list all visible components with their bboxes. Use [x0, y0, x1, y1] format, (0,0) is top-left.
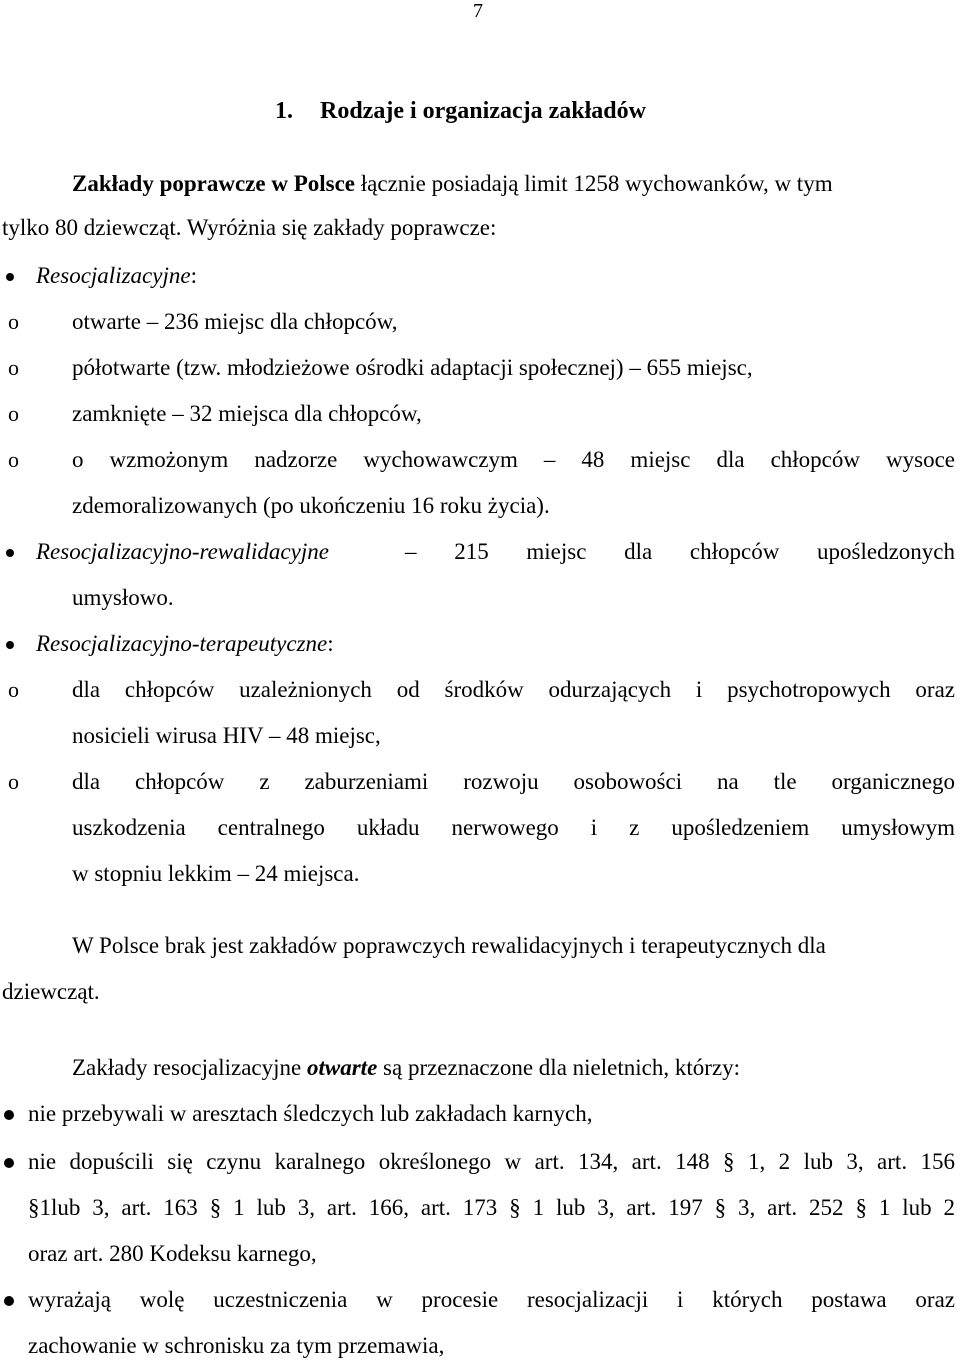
resocjalizacyjne-colon: :: [190, 263, 197, 288]
otwarte-bullet-3-line-1: wyrażają wolę uczestniczenia w procesie resocjalizacji i których postawa oraz: [28, 1287, 955, 1312]
intro-bold-lead: Zakłady poprawcze w Polsce: [72, 171, 356, 196]
rewalidacyjne-line-1-rest: – 215 miejsc dla chłopców upośledzonych: [405, 539, 955, 564]
rewalidacyjne-line-1: [36, 538, 955, 566]
hollow-bullet: o: [8, 309, 19, 334]
bullet-dot: [4, 1110, 14, 1120]
bullet-dot: [6, 549, 14, 557]
terapeutyczne-item-2-line-2: uszkodzenia centralnego układu nerwowego i z upośledzeniem umysłowym: [72, 815, 955, 840]
page-number: 7: [473, 0, 483, 22]
otwarte-bullet-3-line-2: zachowanie w schronisku za tym przemawia,: [28, 1333, 445, 1358]
terapeutyczne-item-1-line-1: dla chłopców uzależnionych od środków odurzających i psychotropowych oraz: [72, 677, 955, 702]
intro-line-1: [72, 170, 833, 198]
heading-title: Rodzaje i organizacja zakładów: [320, 98, 646, 124]
terapeutyczne-item-1-line-2: nosicieli wirusa HIV – 48 miejsc,: [72, 723, 381, 748]
terapeutyczne-label: [36, 630, 334, 658]
bullet-dot: [4, 1296, 14, 1306]
otwarte-lead: Zakłady resocjalizacyjne: [72, 1055, 307, 1080]
terapeutyczne-item-2-line-3: w stopniu lekkim – 24 miejsca.: [72, 861, 360, 886]
hollow-bullet: o: [8, 447, 19, 472]
note-line-1: W Polsce brak jest zakładów poprawczych rewalidacyjnych i terapeutycznych dla: [72, 933, 826, 958]
otwarte-bullet-2-line-1: nie dopuścili się czynu karalnego określonego w art. 134, art. 148 § 1, 2 lub 3, art. 156: [28, 1149, 955, 1174]
resocjalizacyjne-item-4-line-1: o wzmożonym nadzorze wychowawczym – 48 miejsc dla chłopców wysoce: [72, 447, 955, 472]
hollow-bullet: o: [8, 401, 19, 426]
rewalidacyjne-line-2: umysłowo.: [72, 585, 174, 610]
otwarte-bullet-2-line-2: §1lub 3, art. 163 § 1 lub 3, art. 166, art. 173 § 1 lub 3, art. 197 § 3, art. 252 § 1 lub 2: [28, 1195, 955, 1220]
resocjalizacyjne-label: [36, 262, 197, 290]
hollow-bullet: o: [8, 677, 19, 702]
resocjalizacyjne-item-4-line-2: zdemoralizowanych (po ukończeniu 16 roku życia).: [72, 493, 550, 518]
otwarte-bullet-2-line-3: oraz art. 280 Kodeksu karnego,: [28, 1241, 317, 1266]
section-heading: [275, 98, 646, 125]
heading-number: 1.: [275, 98, 293, 124]
otwarte-italic: otwarte: [307, 1055, 378, 1080]
resocjalizacyjne-item-2: półotwarte (tzw. młodzieżowe ośrodki adaptacji społecznej) – 655 miejsc,: [72, 355, 753, 380]
resocjalizacyjne-item-3: zamknięte – 32 miejsca dla chłopców,: [72, 401, 422, 426]
note-line-2: dziewcząt.: [2, 979, 100, 1004]
otwarte-rest: są przeznaczone dla nieletnich, którzy:: [377, 1055, 740, 1080]
resocjalizacyjne-label-text: Resocjalizacyjne: [36, 263, 191, 288]
hollow-bullet: o: [8, 769, 19, 794]
otwarte-bullet-1: nie przebywali w aresztach śledczych lub zakładach karnych,: [28, 1101, 593, 1126]
hollow-bullet: o: [8, 355, 19, 380]
intro-line-2: tylko 80 dziewcząt. Wyróżnia się zakłady poprawcze:: [2, 215, 497, 240]
terapeutyczne-item-2-line-1: dla chłopców z zaburzeniami rozwoju osobowości na tle organicznego: [72, 769, 955, 794]
rewalidacyjne-label: Resocjalizacyjno-rewalidacyjne: [36, 539, 329, 564]
resocjalizacyjne-item-1: otwarte – 236 miejsc dla chłopców,: [72, 309, 398, 334]
otwarte-intro: [72, 1054, 740, 1082]
bullet-dot: [6, 641, 14, 649]
intro-line-1-rest: łącznie posiadają limit 1258 wychowanków, w tym: [355, 171, 833, 196]
bullet-dot: [6, 273, 14, 281]
terapeutyczne-label-text: Resocjalizacyjno-terapeutyczne: [36, 631, 328, 656]
bullet-dot: [4, 1158, 14, 1168]
terapeutyczne-colon: :: [327, 631, 334, 656]
